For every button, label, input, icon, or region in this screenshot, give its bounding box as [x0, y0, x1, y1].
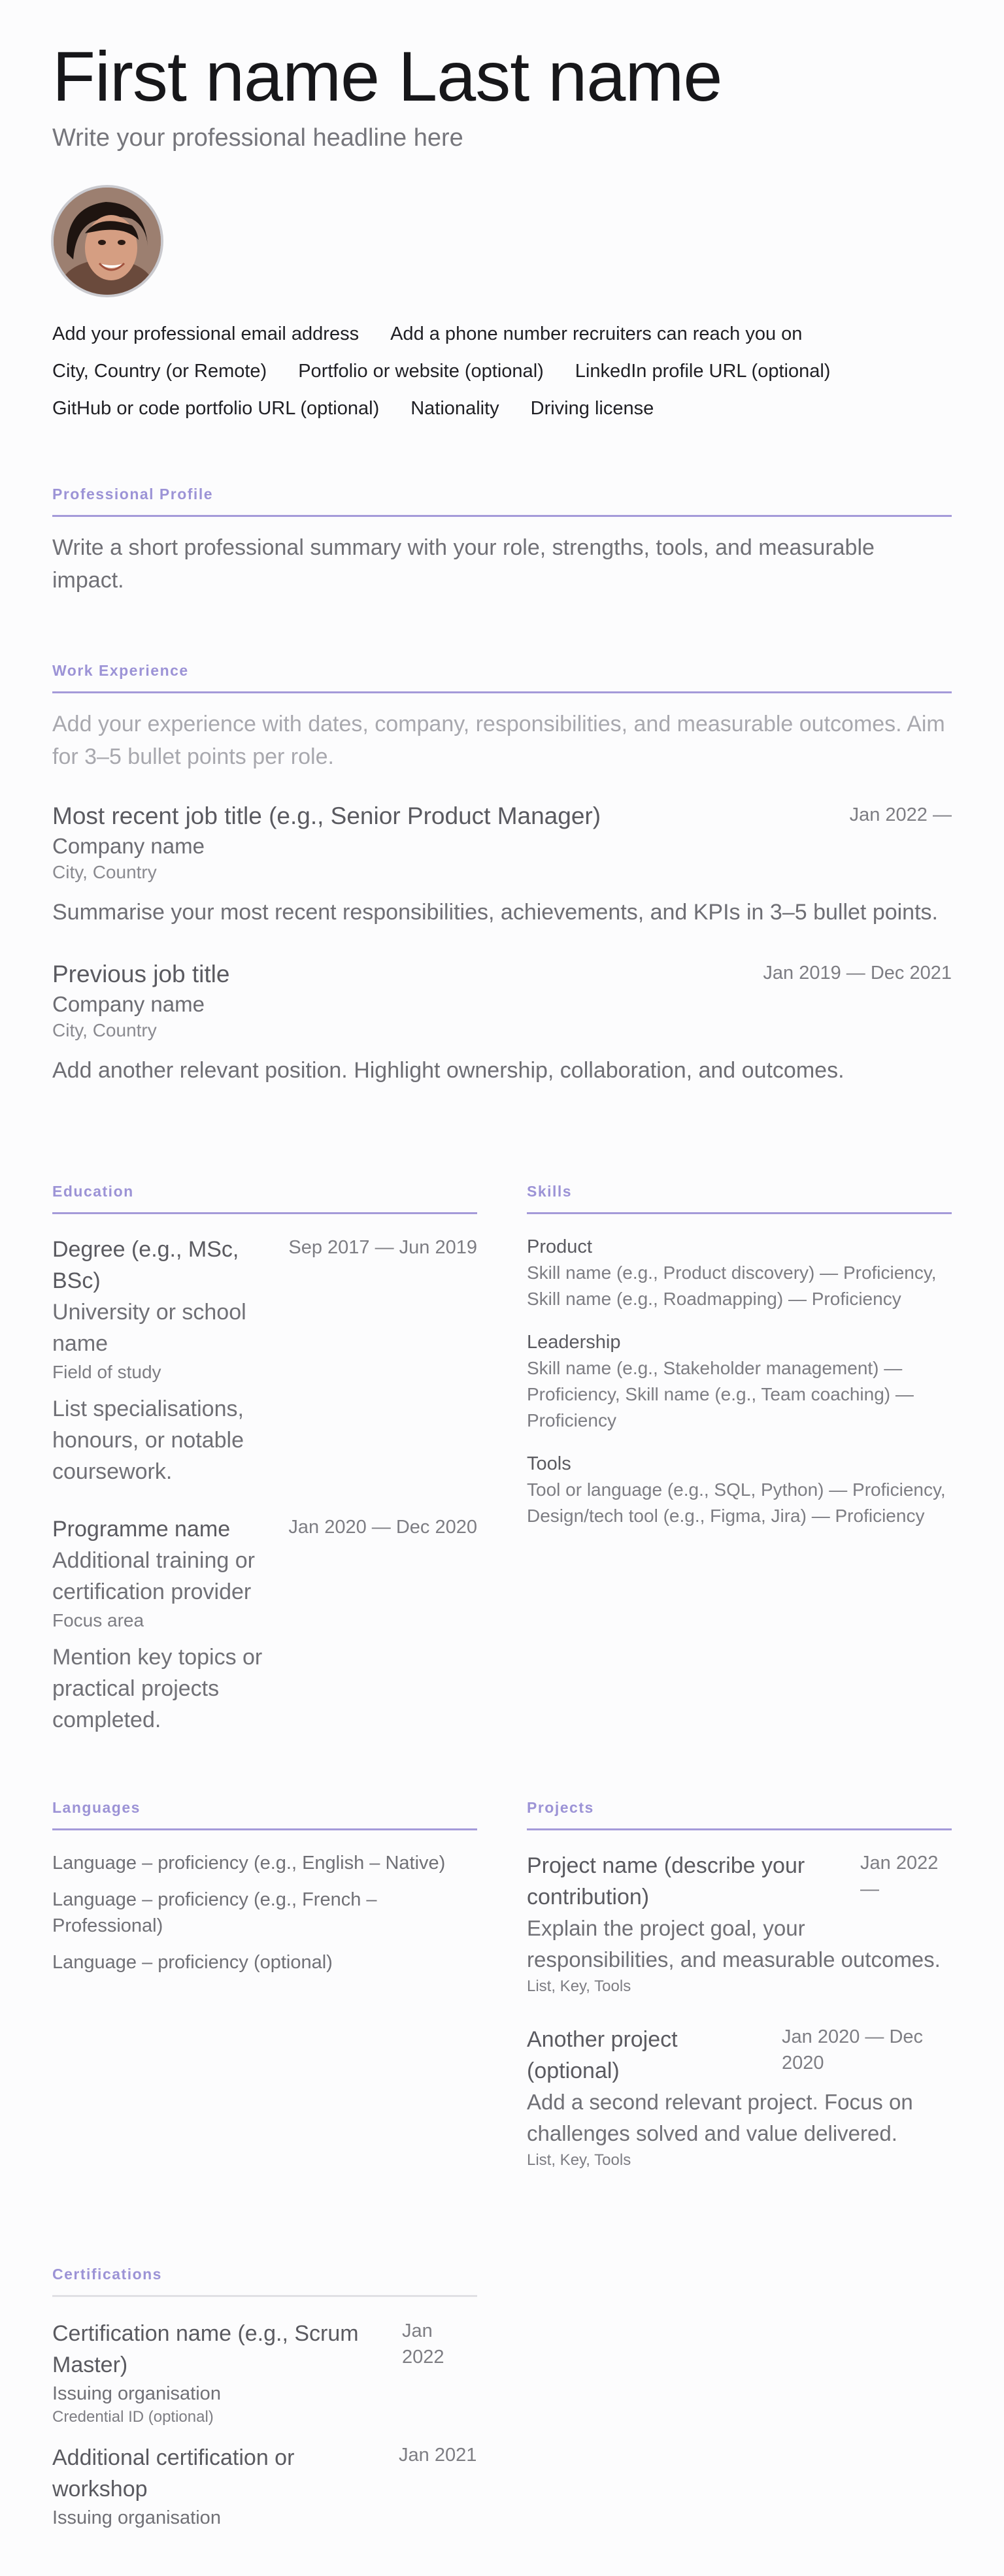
- profile-summary: Write a short professional summary with your role, strengths, tools, and measurable impact.: [52, 535, 875, 593]
- education-description: List specialisations, honours, or notable coursework.: [52, 1396, 244, 1484]
- language-item: Language – proficiency (e.g., French – Professional): [52, 1889, 377, 1936]
- professional-headline: Write your professional headline here: [52, 124, 463, 152]
- language-item: Language – proficiency (optional): [52, 1952, 333, 1973]
- education-institution: Additional training or certification provider: [52, 1548, 255, 1604]
- section-title-projects: Projects: [527, 1799, 952, 1830]
- education-institution: University or school name: [52, 1300, 246, 1356]
- education-field: Field of study: [52, 1362, 161, 1382]
- skill-group: [527, 1329, 952, 1434]
- experience-section: [52, 662, 952, 1087]
- skill-category: Product: [527, 1236, 592, 1257]
- experience-hint: Add your experience with dates, company, responsibilities, and measurable outcomes. Aim for 3–5 bullet points per role.: [52, 712, 945, 769]
- job-date: Jan 2022 —: [849, 804, 952, 825]
- job-date: Jan 2019 — Dec 2021: [763, 963, 952, 983]
- education-date: Jan 2020 — Dec 2020: [288, 1517, 477, 1538]
- education-entry: [52, 1234, 477, 1487]
- full-name: First name Last name: [52, 37, 722, 116]
- skill-category: Tools: [527, 1453, 571, 1474]
- education-date: Sep 2017 — Jun 2019: [288, 1237, 477, 1258]
- certification-entry: [52, 2442, 477, 2531]
- languages-section: [52, 1799, 477, 1986]
- certification-issuer: Issuing organisation: [52, 2507, 221, 2528]
- contact-email[interactable]: Add your professional email address: [52, 323, 360, 344]
- avatar: [51, 185, 163, 297]
- section-title-certifications: Certifications: [52, 2266, 477, 2297]
- skill-list: Skill name (e.g., Product discovery) — Proficiency, Skill name (e.g., Roadmapping) — Proficiency: [527, 1263, 937, 1309]
- contact-website[interactable]: Portfolio or website (optional): [298, 361, 544, 382]
- certification-issuer: Issuing organisation: [52, 2383, 221, 2404]
- section-title-education: Education: [52, 1183, 477, 1214]
- project-title: Another project (optional): [527, 2027, 678, 2083]
- job-title: Most recent job title (e.g., Senior Product Manager): [52, 802, 601, 829]
- job-company: Company name: [52, 834, 205, 858]
- project-entry: [527, 1850, 952, 1998]
- projects-section: [527, 1799, 952, 2171]
- project-description: Add a second relevant project. Focus on challenges solved and value delivered.: [527, 2090, 913, 2145]
- job-title: Previous job title: [52, 961, 230, 987]
- section-title-experience: Work Experience: [52, 662, 952, 693]
- skill-category: Leadership: [527, 1332, 621, 1353]
- certification-title: Additional certification or workshop: [52, 2445, 295, 2502]
- skill-group: [527, 1234, 952, 1312]
- education-degree: Programme name: [52, 1517, 231, 1542]
- project-entry: [527, 2024, 952, 2171]
- job-location: City, Country: [52, 862, 157, 882]
- contact-github[interactable]: GitHub or code portfolio URL (optional): [52, 398, 380, 419]
- project-tags: List, Key, Tools: [527, 1977, 631, 1995]
- contact-license: Driving license: [530, 398, 654, 419]
- contact-linkedin[interactable]: LinkedIn profile URL (optional): [575, 361, 831, 382]
- contact-info: [52, 323, 952, 435]
- job-company: Company name: [52, 992, 205, 1016]
- education-degree: Degree (e.g., MSc, BSc): [52, 1237, 239, 1293]
- education-description: Mention key topics or practical projects completed.: [52, 1645, 263, 1732]
- contact-phone[interactable]: Add a phone number recruiters can reach you on: [390, 323, 803, 344]
- certification-date: Jan 2021: [399, 2445, 477, 2466]
- section-title-skills: Skills: [527, 1183, 952, 1214]
- project-description: Explain the project goal, your responsibilities, and measurable outcomes.: [527, 1916, 941, 1972]
- project-date: Jan 2022 —: [860, 1853, 939, 1900]
- certification-title: Certification name (e.g., Scrum Master): [52, 2321, 359, 2377]
- section-title-languages: Languages: [52, 1799, 477, 1830]
- skills-section: [527, 1183, 952, 1529]
- education-field: Focus area: [52, 1610, 144, 1630]
- education-entry: [52, 1513, 477, 1736]
- job-description: Add another relevant position. Highlight ownership, collaboration, and outcomes.: [52, 1058, 845, 1083]
- job-description: Summarise your most recent responsibilities, achievements, and KPIs in 3–5 bullet points.: [52, 900, 938, 925]
- contact-location: City, Country (or Remote): [52, 361, 267, 382]
- contact-nationality: Nationality: [410, 398, 499, 419]
- language-item: Language – proficiency (e.g., English – Native): [52, 1853, 446, 1874]
- project-tags: List, Key, Tools: [527, 2151, 631, 2169]
- profile-section: [52, 486, 952, 597]
- skill-group: [527, 1451, 952, 1529]
- project-title: Project name (describe your contribution): [527, 1853, 805, 1909]
- section-title-profile: Professional Profile: [52, 486, 952, 517]
- education-section: [52, 1183, 477, 1736]
- job-location: City, Country: [52, 1020, 157, 1040]
- job-entry: [52, 801, 952, 929]
- profile-photo: [54, 188, 161, 295]
- skill-list: Tool or language (e.g., SQL, Python) — Proficiency, Design/tech tool (e.g., Figma, Jira) — Proficiency: [527, 1479, 946, 1526]
- job-entry: [52, 959, 952, 1087]
- certification-credential: Credential ID (optional): [52, 2408, 214, 2426]
- skill-list: Skill name (e.g., Stakeholder management) — Proficiency, Skill name (e.g., Team coaching) — Proficiency: [527, 1358, 914, 1430]
- certification-entry: [52, 2318, 477, 2428]
- certifications-section: [52, 2266, 477, 2531]
- certification-date: Jan 2022: [402, 2320, 444, 2368]
- project-date: Jan 2020 — Dec 2020: [782, 2026, 924, 2073]
